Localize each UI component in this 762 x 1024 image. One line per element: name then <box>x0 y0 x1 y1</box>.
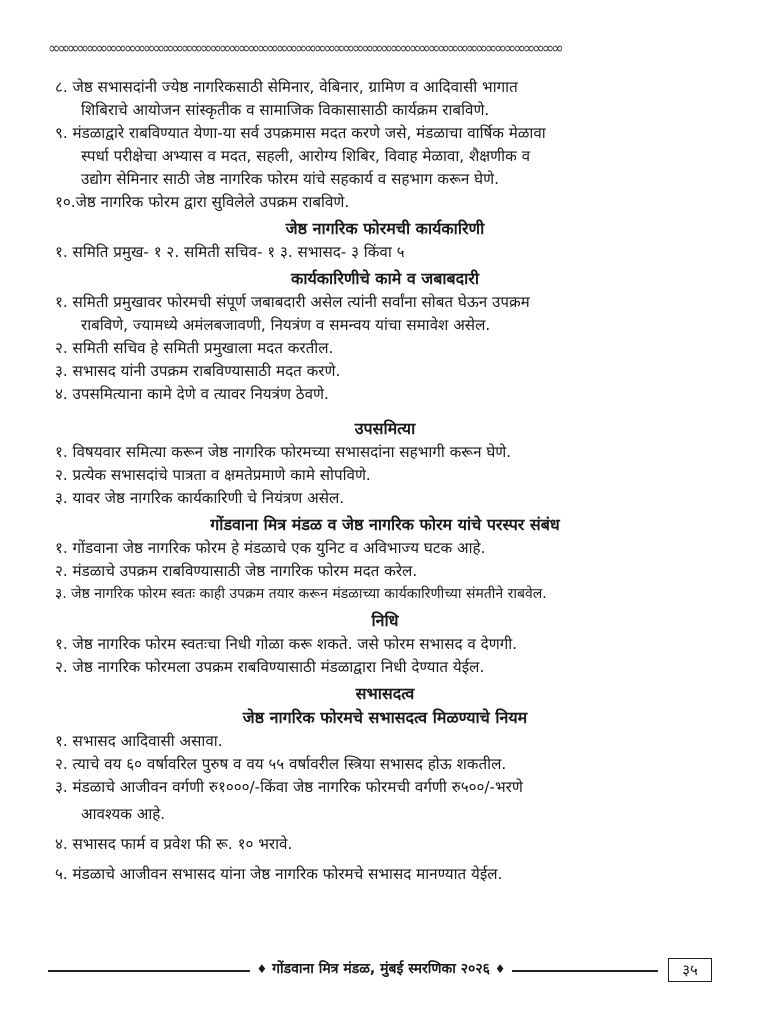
section-heading-fund: निधि <box>371 611 399 630</box>
list-item-continuation: राबविणे, ज्यामध्ये अमंलबजावणी, नियत्रंण व समन्वय यांचा समावेश असेल. <box>81 316 491 334</box>
footer-title: गोंडवाना मित्र मंडळ, मुंबई स्मरणिका २०२६ <box>272 961 490 977</box>
list-item: ४. उपसमित्याना कामे देणे व त्यावर नियत्रंण ठेवणे. <box>55 385 329 403</box>
list-item: ५. मंडळाचे आजीवन सभासद यांना जेष्ठ नागरिक फोरमचे सभासद मानण्यात येईल. <box>55 865 503 883</box>
list-item: २. प्रत्येक सभासदांचे पात्रता व क्षमतेप्रमाणे कामे सोपविणे. <box>55 466 371 484</box>
list-item: १. समिती प्रमुखावर फोरमची संपूर्ण जबाबदारी असेल त्यांनी सर्वांना सोबत घेऊन उपक्रम <box>55 293 530 311</box>
diamond-icon: ♦ <box>256 962 268 976</box>
list-item: २. समिती सचिव हे समिती प्रमुखाला मदत करतील. <box>55 339 334 357</box>
list-item-continuation: आवश्यक आहे. <box>81 805 166 823</box>
list-item: २. जेष्ठ नागरिक फोरमला उपक्रम राबविण्यासाठी मंडळाद्वारा निधी देण्यात येईल. <box>55 658 485 676</box>
list-item: १. सभासद आदिवासी असावा. <box>55 732 223 750</box>
list-item: ९. मंडळाद्वारे राबविण्यात येणा-या सर्व उपक्रमास मदत करणे जसे, मंडळाचा वार्षिक मेळावा <box>55 124 546 142</box>
list-item: ३. सभासद यांनी उपक्रम राबविण्यासाठी मदत करणे. <box>55 362 341 380</box>
decorative-border: ∞∞∞∞∞∞∞∞∞∞∞∞∞∞∞∞∞∞∞∞∞∞∞∞∞∞∞∞∞∞∞∞∞∞∞∞∞∞∞∞∞∞∞∞∞∞∞∞∞∞∞∞∞∞ <box>48 39 561 57</box>
list-item-continuation: उद्योग सेमिनार साठी जेष्ठ नागरिक फोरम यांचे सहकार्य व सहभाग करून घेणे. <box>81 170 499 188</box>
list-item-continuation: शिबिराचे आयोजन सांस्कृतीक व सामाजिक विकासासाठी कार्यक्रम राबविणे. <box>81 101 490 119</box>
list-item: १. जेष्ठ नागरिक फोरम स्वतःचा निधी गोळा करू शकते. जसे फोरम सभासद व देणगी. <box>55 635 518 653</box>
section-heading-relation: गोंडवाना मित्र मंडळ व जेष्ठ नागरिक फोरम यांचे परस्पर संबंध <box>210 515 560 534</box>
section-heading-duties: कार्यकारिणीचे कामे व जबाबदारी <box>291 269 479 288</box>
executive-composition: १. समिति प्रमुख- १ २. समिती सचिव- १ ३. सभासद- ३ किंवा ५ <box>55 243 405 261</box>
section-subheading-membership-rules: जेष्ठ नागरिक फोरमचे सभासदत्व मिळण्याचे नियम <box>242 708 528 727</box>
list-item: १. विषयवार समित्या करून जेष्ठ नागरिक फोरमच्या सभासदांना सहभागी करून घेणे. <box>55 443 512 461</box>
list-item: ४. सभासद फार्म व प्रवेश फी रू. १० भरावे. <box>55 835 293 853</box>
list-item: ३. मंडळाचे आजीवन वर्गणी रु१०००/-किंवा जेष्ठ नागरिक फोरमची वर्गणी रु५००/-भरणे <box>55 778 523 796</box>
list-item: २. त्याचे वय ६० वर्षावरिल पुरुष व वय ५५ वर्षावरील स्त्रिया सभासद होऊ शकतील. <box>55 755 507 773</box>
list-item: ३. जेष्ठ नागरिक फोरम स्वतः काही उपक्रम तयार करून मंडळाच्या कार्यकारिणीच्या संमतीने राबवेल. <box>55 586 547 602</box>
list-item: ८. जेष्ठ सभासदांनी ज्येष्ठ नागरिकसाठी सेमिनार, वेबिनार, ग्रामिण व आदिवासी भागात <box>55 78 518 96</box>
section-heading-subcommittees: उपसमित्या <box>354 419 416 438</box>
section-heading-membership: सभासदत्व <box>355 684 415 703</box>
list-item: २. मंडळाचे उपक्रम राबविण्यासाठी जेष्ठ नागरिक फोरम मदत करेल. <box>55 562 418 580</box>
list-item-continuation: स्पर्धा परीक्षेचा अभ्यास व मदत, सहली, आरोग्य शिबिर, विवाह मेळावा, शैक्षणीक व <box>81 147 531 165</box>
list-item: ३. यावर जेष्ठ नागरिक कार्यकारिणी चे नियंत्रण असेल. <box>55 489 345 507</box>
section-heading-executive: जेष्ठ नागरिक फोरमची कार्यकारिणी <box>285 219 485 238</box>
footer <box>0 959 762 979</box>
page-content <box>55 76 715 889</box>
diamond-icon: ♦ <box>494 962 506 976</box>
list-item: १. गोंडवाना जेष्ठ नागरिक फोरम हे मंडळाचे एक युनिट व अविभाज्य घटक आहे. <box>55 539 486 557</box>
page-number: ३५ <box>668 958 712 982</box>
intro-list <box>55 76 715 214</box>
list-item: १०.जेष्ठ नागरिक फोरम द्वारा सुविलेले उपक्रम राबविणे. <box>55 193 350 211</box>
